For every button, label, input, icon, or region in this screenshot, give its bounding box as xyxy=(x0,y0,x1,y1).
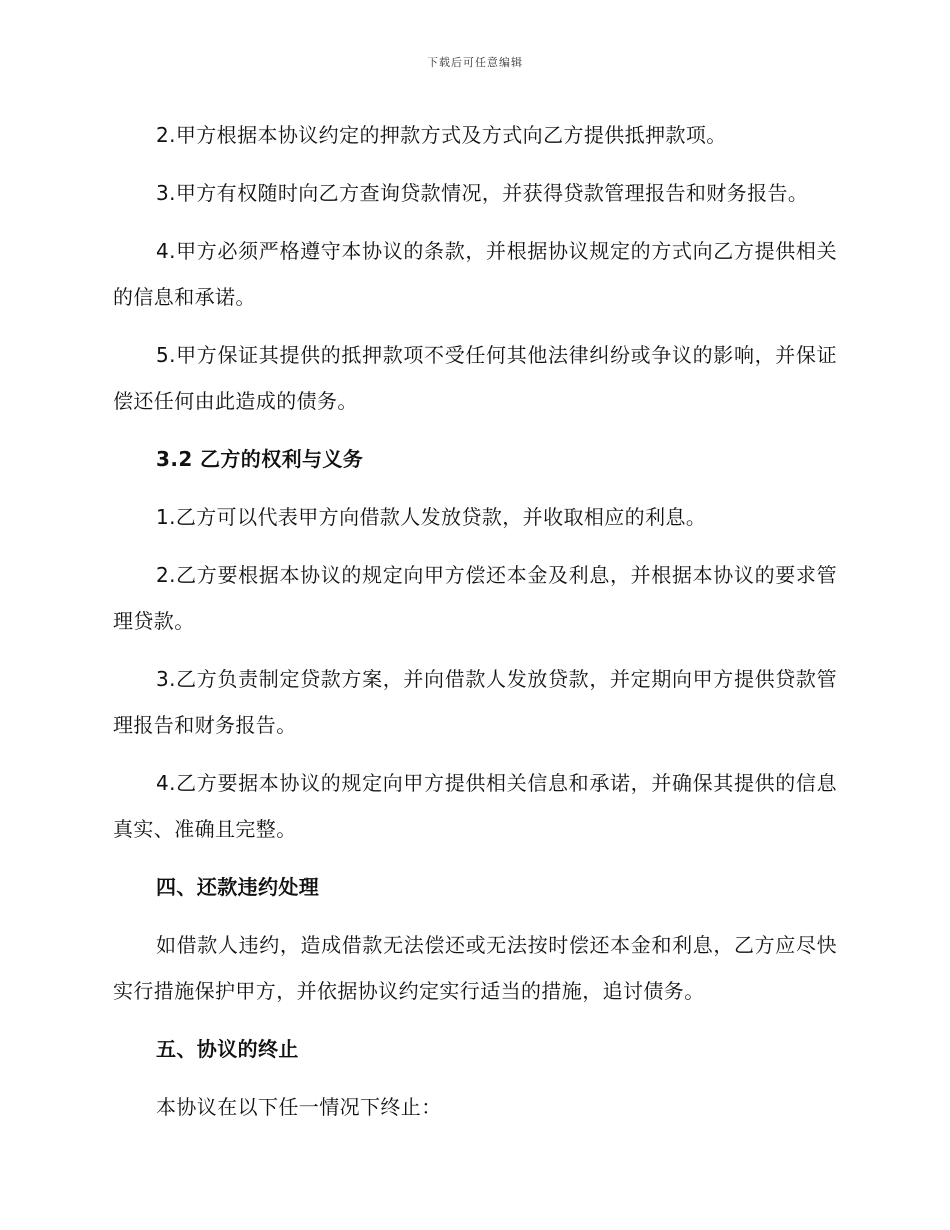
page-header: 下载后可任意编辑 xyxy=(427,56,523,69)
paragraph-party-a-3: 3.甲方有权随时向乙方查询贷款情况，并获得贷款管理报告和财务报告。 xyxy=(156,181,809,205)
paragraph-default-handling: 如借款人违约，造成借款无法偿还或无法按时偿还本金和利息，乙方应尽快实行措施保护甲方，并依据协议约定实行适当的措施，追讨债务。 xyxy=(113,933,837,1003)
section-heading-3-2: 3.2 乙方的权利与义务 xyxy=(156,447,364,471)
paragraph-party-a-5: 5.甲方保证其提供的抵押款项不受任何其他法律纠纷或争议的影响，并保证偿还任何由此造成的债务。 xyxy=(113,343,837,413)
paragraph-party-b-1: 1.乙方可以代表甲方向借款人发放贷款，并收取相应的利息。 xyxy=(156,505,707,529)
paragraph-party-b-2: 2.乙方要根据本协议的规定向甲方偿还本金及利息，并根据本协议的要求管理贷款。 xyxy=(113,563,837,633)
paragraph-party-a-4: 4.甲方必须严格遵守本协议的条款，并根据协议规定的方式向乙方提供相关的信息和承诺。 xyxy=(113,239,837,309)
document-body xyxy=(113,112,837,1142)
paragraph-party-b-3: 3.乙方负责制定贷款方案，并向借款人发放贷款，并定期向甲方提供贷款管理报告和财务报告。 xyxy=(113,667,837,737)
section-heading-termination: 五、协议的终止 xyxy=(156,1037,299,1061)
paragraph-party-b-4: 4.乙方要据本协议的规定向甲方提供相关信息和承诺，并确保其提供的信息真实、准确且完整。 xyxy=(113,771,837,841)
paragraph-termination-intro: 本协议在以下任一情况下终止： xyxy=(156,1095,442,1119)
paragraph-party-a-2: 2.甲方根据本协议约定的押款方式及方式向乙方提供抵押款项。 xyxy=(156,123,727,147)
section-heading-default: 四、还款违约处理 xyxy=(156,875,320,899)
